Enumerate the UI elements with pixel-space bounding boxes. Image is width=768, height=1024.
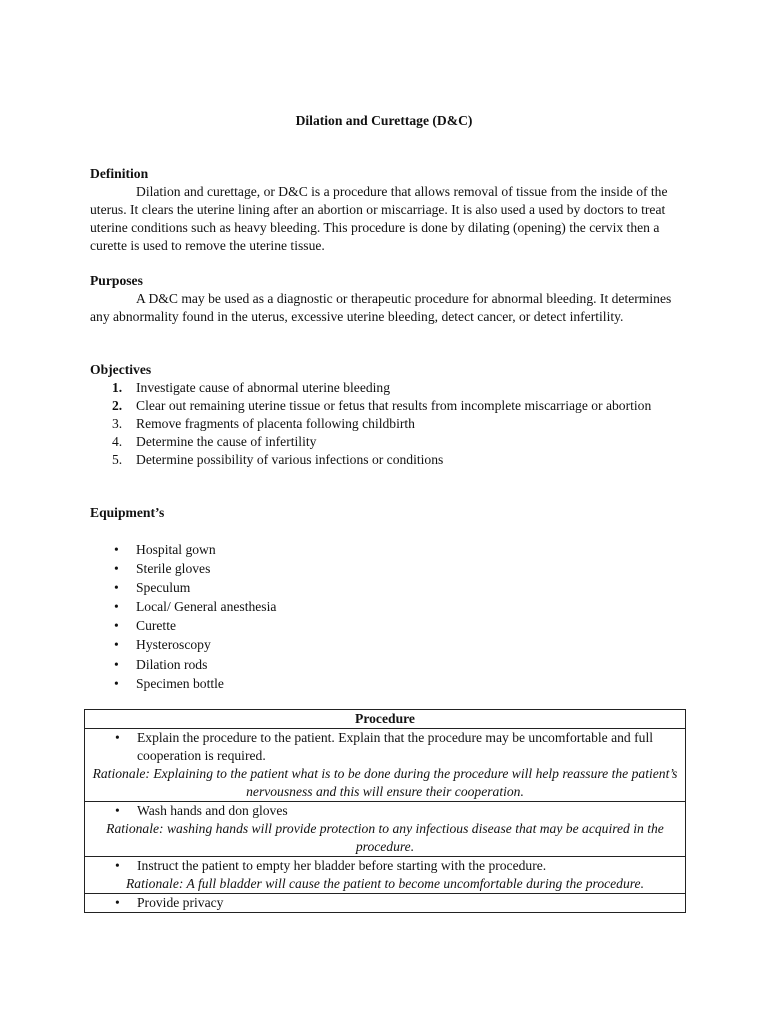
bullet-icon: • — [114, 599, 119, 615]
equipment-item-text: Hospital gown — [136, 542, 216, 557]
equipment-item-text: Local/ General anesthesia — [136, 599, 277, 615]
purposes-heading: Purposes — [90, 273, 143, 288]
procedure-rationale: Rationale: Explaining to the patient what is to be done during the procedure will help reassure the patient’s nervousness and this will ensure their cooperation. — [92, 766, 678, 799]
equipment-list — [90, 540, 676, 693]
procedure-rationale: Rationale: A full bladder will cause the patient to become uncomfortable during the procedure. — [126, 876, 644, 891]
procedure-header: Procedure — [85, 710, 686, 729]
objective-text: Clear out remaining uterine tissue or fetus that results from incomplete miscarriage or abortion — [136, 398, 652, 413]
objective-item — [90, 433, 676, 451]
bullet-icon: • — [114, 637, 119, 653]
procedure-table — [84, 709, 686, 913]
procedure-step — [91, 857, 679, 875]
objective-item — [90, 379, 676, 397]
objective-number: 3. — [112, 416, 123, 431]
equipment-item-text: Specimen bottle — [136, 675, 224, 691]
objective-text: Determine possibility of various infections or conditions — [136, 452, 444, 467]
purposes-section — [90, 272, 676, 326]
bullet-icon: • — [115, 803, 120, 818]
document-title: Dilation and Curettage (D&C) — [295, 113, 473, 128]
equipment-section — [90, 504, 676, 522]
procedure-step-row — [85, 729, 686, 802]
objective-text: Investigate cause of abnormal uterine bleeding — [136, 380, 391, 395]
procedure-step-text: Explain the procedure to the patient. Explain that the procedure may be uncomfortable and full cooperation is required. — [137, 730, 653, 763]
bullet-icon: • — [114, 618, 119, 634]
objective-number: 4. — [112, 434, 123, 449]
equipment-item-text: Dilation rods — [136, 656, 208, 672]
equipment-item-text: Sterile gloves — [136, 561, 211, 577]
equipment-item — [90, 559, 676, 578]
procedure-rationale: Rationale: washing hands will provide protection to any infectious disease that may be acquired in the procedure. — [106, 821, 664, 854]
equipment-item — [90, 655, 676, 674]
purposes-text: A D&C may be used as a diagnostic or therapeutic procedure for abnormal bleeding. It determines any abnormality found in the uterus, excessive uterine bleeding, detect cancer, or detect infertility. — [90, 291, 672, 324]
procedure-step-cell — [85, 729, 686, 802]
objective-item — [90, 397, 676, 415]
equipment-item — [90, 635, 676, 654]
equipment-item — [90, 540, 676, 559]
equipment-item-text: Speculum — [136, 580, 191, 596]
equipment-item — [90, 578, 676, 597]
objective-number: 1. — [112, 380, 123, 395]
objective-item — [90, 415, 676, 433]
procedure-step — [91, 894, 679, 912]
procedure-step-text: Instruct the patient to empty her bladder before starting with the procedure. — [137, 858, 547, 873]
definition-section — [90, 165, 676, 255]
objectives-heading: Objectives — [90, 362, 152, 377]
procedure-step-row — [85, 894, 686, 913]
objective-item — [90, 451, 676, 469]
bullet-icon: • — [114, 561, 119, 577]
procedure-step-row — [85, 857, 686, 894]
objectives-list — [90, 379, 676, 469]
definition-text: Dilation and curettage, or D&C is a procedure that allows removal of tissue from the inside of the uterus. It clears the uterine lining after an abortion or miscarriage. It is also used a used by doctors to treat uterine conditions such as heavy bleeding. This procedure is done by dilating (opening) the cervix then a curette is used to remove the uterine tissue. — [90, 184, 668, 253]
procedure-step-row — [85, 802, 686, 857]
procedure-step-cell — [85, 894, 686, 913]
equipment-item — [90, 674, 676, 693]
objective-text: Remove fragments of placenta following childbirth — [136, 416, 415, 431]
procedure-step-cell — [85, 857, 686, 894]
procedure-step — [91, 802, 679, 820]
procedure-header-row — [85, 710, 686, 729]
definition-heading: Definition — [90, 166, 149, 181]
objective-number: 5. — [112, 452, 123, 467]
equipment-heading: Equipment’s — [90, 505, 165, 520]
bullet-icon: • — [114, 656, 119, 672]
bullet-icon: • — [114, 542, 119, 557]
equipment-item — [90, 597, 676, 616]
equipment-list-wrapper — [90, 540, 676, 693]
objective-number: 2. — [112, 398, 123, 413]
bullet-icon: • — [115, 895, 120, 910]
procedure-step-text: Provide privacy — [137, 895, 224, 910]
equipment-item — [90, 616, 676, 635]
procedure-step-cell — [85, 802, 686, 857]
procedure-step-text: Wash hands and don gloves — [137, 803, 288, 818]
bullet-icon: • — [114, 675, 119, 691]
equipment-item-text: Hysteroscopy — [136, 637, 211, 653]
bullet-icon: • — [114, 580, 119, 596]
objectives-section — [90, 361, 676, 469]
equipment-item-text: Curette — [136, 618, 177, 634]
objective-text: Determine the cause of infertility — [136, 434, 317, 449]
procedure-step — [91, 729, 679, 765]
bullet-icon: • — [115, 858, 120, 873]
bullet-icon: • — [115, 730, 120, 745]
